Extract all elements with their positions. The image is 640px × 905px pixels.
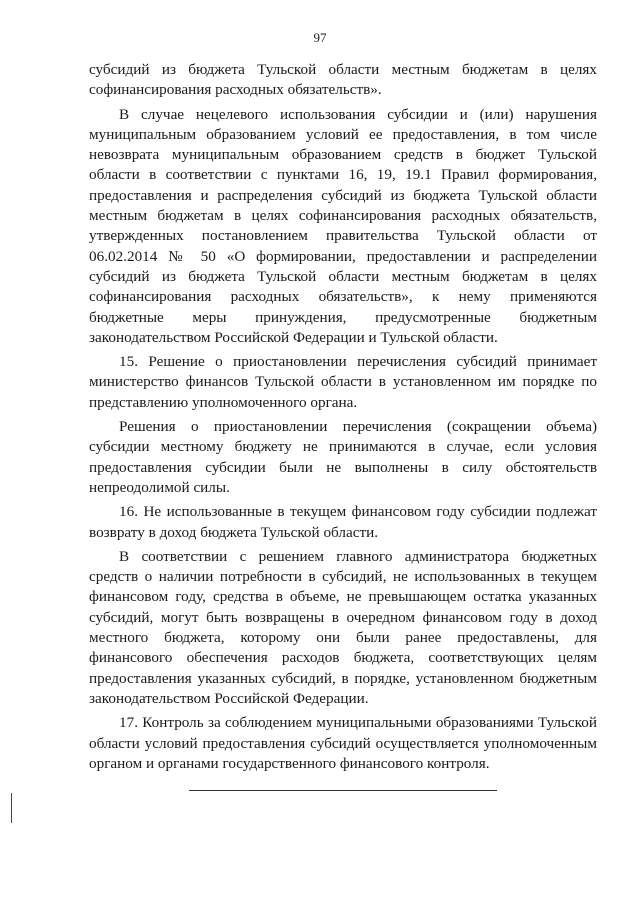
paragraph-clause-16: 16. Не использованные в текущем финансовом году субсидии подлежат возврату в доход бюджета Тульской области. <box>89 503 597 541</box>
end-of-document-rule <box>189 790 497 791</box>
paragraph-clause-17: 17. Контроль за соблюдением муниципальными образованиями Тульской области условий предоставления субсидий осуществляется уполномоченным органом и органами государственного финансового контроля. <box>89 714 597 772</box>
paragraph-clause-15: 15. Решение о приостановлении перечисления субсидий принимает министерство финансов Тульской области в установленном им порядке по представлению уполномоченного органа. <box>89 353 597 411</box>
document-body <box>89 60 597 778</box>
paragraph-return-of-funds: В соответствии с решением главного администратора бюджетных средств о наличии потребности в субсидий, не использованных в текущем финансовом году, средства в объеме, не превышающем остатка указанных субсидий, могут быть возвращены в очередном финансовом году в доход местного бюджета, которому они были ранее предоставлены, для финансового обеспечения расходов бюджета, соответствующих целям предоставления указанных субсидий, в порядке, установленном бюджетным законодательством Российской Федерации. <box>89 547 597 707</box>
paragraph-suspension-exception: Решения о приостановлении перечисления (сокращении объема) субсидии местному бюджету не принимаются в случае, если условия предоставления субсидии были не выполнены в силу обстоятельств непреодолимой силы. <box>89 418 597 496</box>
margin-mark <box>11 793 12 823</box>
page-number: 97 <box>313 30 327 45</box>
paragraph-misuse-of-subsidy: В случае нецелевого использования субсидии и (или) нарушения муниципальным образованием условий ее предоставления, в том числе невозврата муниципальным образованием средств в бюджет Тульской области в соответствии с пунктами 16, 19, 19.1 Правил формирования, предоставления и распределения субсидий из бюджета Тульской области местным бюджетам в целях софинансирования расходных обязательств, утвержденных постановлением правительства Тульской области от 06.02.2014 № 50 «О формировании, предоставлении и распределении субсидий из бюджета Тульской области местным бюджетам в целях софинансирования расходных обязательств», к нему применяются бюджетные меры принуждения, предусмотренные бюджетным законодательством Российской Федерации и Тульской области. <box>89 105 597 346</box>
paragraph-continuation: субсидий из бюджета Тульской области местным бюджетам в целях софинансирования расходных обязательств». <box>89 61 597 99</box>
